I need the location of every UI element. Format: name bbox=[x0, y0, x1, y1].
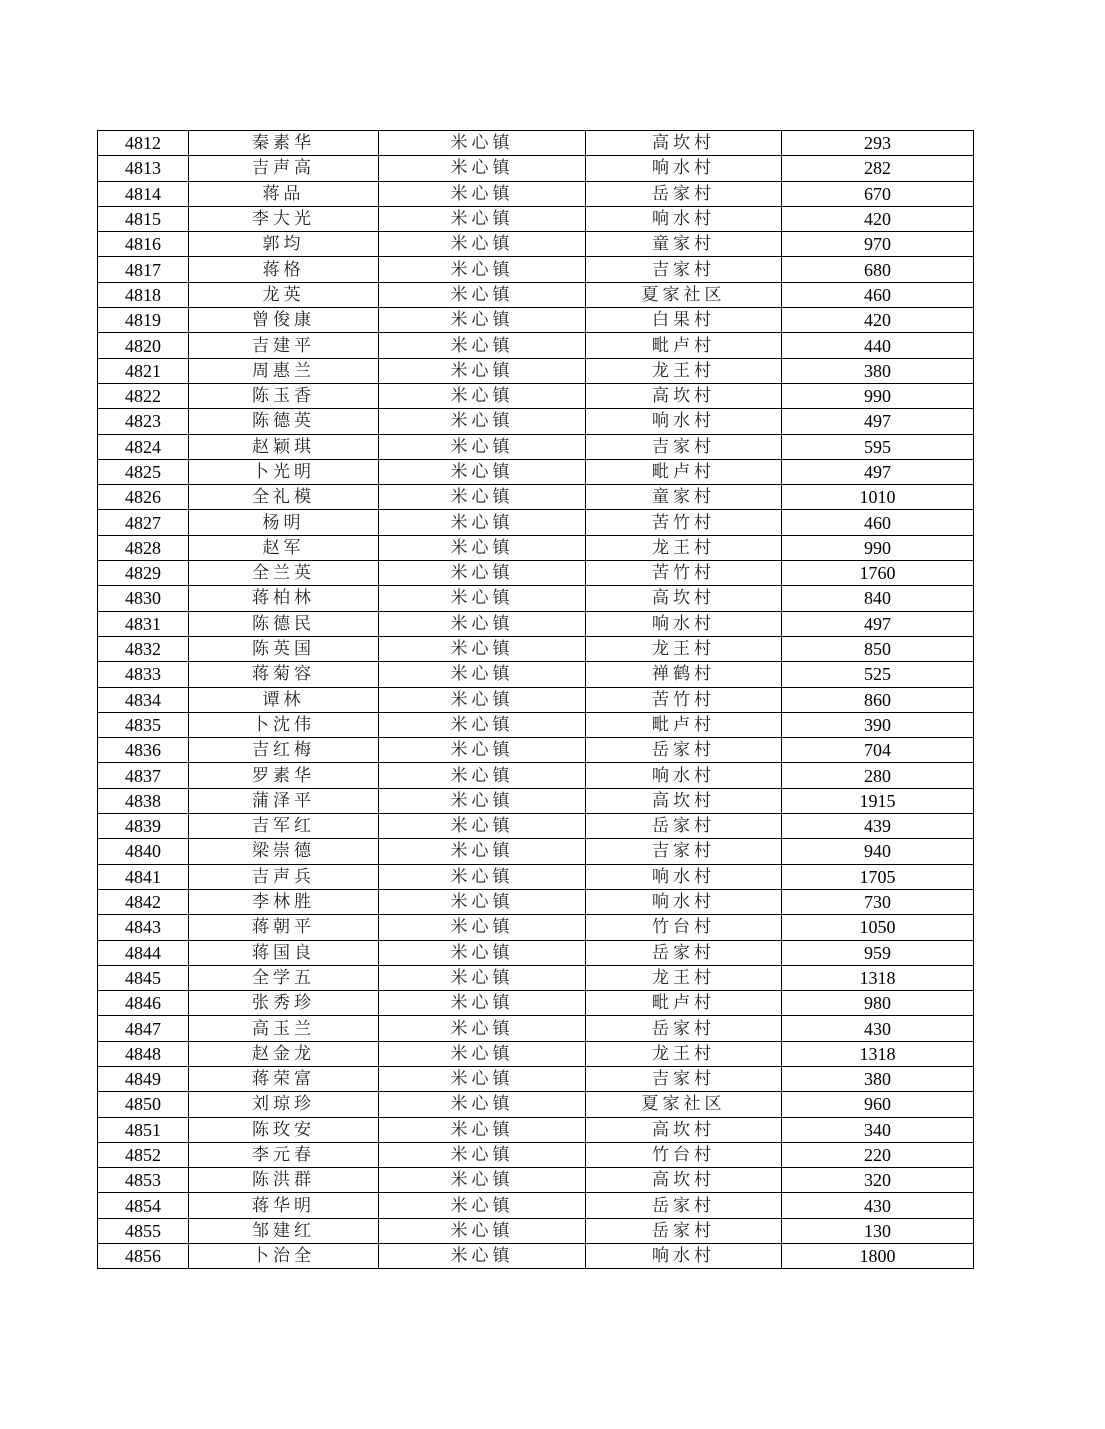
row-number-cell: 4840 bbox=[98, 839, 189, 864]
town-cell: 米心镇 bbox=[379, 485, 586, 510]
town-cell: 米心镇 bbox=[379, 1218, 586, 1243]
table-row bbox=[98, 206, 974, 231]
table-row bbox=[98, 383, 974, 408]
table-row bbox=[98, 232, 974, 257]
amount-cell: 680 bbox=[782, 257, 974, 282]
row-number-cell: 4831 bbox=[98, 611, 189, 636]
village-cell: 岳家村 bbox=[586, 738, 782, 763]
table-row bbox=[98, 282, 974, 307]
amount-cell: 980 bbox=[782, 991, 974, 1016]
name-cell: 吉建平 bbox=[189, 333, 379, 358]
table-row bbox=[98, 434, 974, 459]
row-number-cell: 4843 bbox=[98, 915, 189, 940]
town-cell: 米心镇 bbox=[379, 434, 586, 459]
table-row bbox=[98, 1142, 974, 1167]
village-cell: 岳家村 bbox=[586, 1218, 782, 1243]
row-number-cell: 4839 bbox=[98, 814, 189, 839]
name-cell: 蒋菊容 bbox=[189, 662, 379, 687]
row-number-cell: 4836 bbox=[98, 738, 189, 763]
table-row bbox=[98, 864, 974, 889]
village-cell: 毗卢村 bbox=[586, 712, 782, 737]
amount-cell: 439 bbox=[782, 814, 974, 839]
name-cell: 李林胜 bbox=[189, 889, 379, 914]
village-cell: 响水村 bbox=[586, 889, 782, 914]
amount-cell: 860 bbox=[782, 687, 974, 712]
table-row bbox=[98, 991, 974, 1016]
town-cell: 米心镇 bbox=[379, 788, 586, 813]
table-row bbox=[98, 485, 974, 510]
name-cell: 陈德英 bbox=[189, 409, 379, 434]
table-row bbox=[98, 510, 974, 535]
name-cell: 蒲泽平 bbox=[189, 788, 379, 813]
table-row bbox=[98, 738, 974, 763]
village-cell: 白果村 bbox=[586, 308, 782, 333]
town-cell: 米心镇 bbox=[379, 1016, 586, 1041]
name-cell: 梁崇德 bbox=[189, 839, 379, 864]
name-cell: 陈玫安 bbox=[189, 1117, 379, 1142]
amount-cell: 840 bbox=[782, 586, 974, 611]
row-number-cell: 4854 bbox=[98, 1193, 189, 1218]
town-cell: 米心镇 bbox=[379, 1066, 586, 1091]
row-number-cell: 4815 bbox=[98, 206, 189, 231]
village-cell: 岳家村 bbox=[586, 1016, 782, 1041]
table-row bbox=[98, 535, 974, 560]
table-row bbox=[98, 611, 974, 636]
amount-cell: 420 bbox=[782, 206, 974, 231]
name-cell: 杨明 bbox=[189, 510, 379, 535]
village-cell: 苦竹村 bbox=[586, 687, 782, 712]
row-number-cell: 4848 bbox=[98, 1041, 189, 1066]
name-cell: 谭林 bbox=[189, 687, 379, 712]
row-number-cell: 4812 bbox=[98, 131, 189, 156]
row-number-cell: 4838 bbox=[98, 788, 189, 813]
name-cell: 卜治全 bbox=[189, 1244, 379, 1269]
town-cell: 米心镇 bbox=[379, 1117, 586, 1142]
town-cell: 米心镇 bbox=[379, 257, 586, 282]
row-number-cell: 4844 bbox=[98, 940, 189, 965]
row-number-cell: 4824 bbox=[98, 434, 189, 459]
name-cell: 赵金龙 bbox=[189, 1041, 379, 1066]
amount-cell: 940 bbox=[782, 839, 974, 864]
amount-cell: 380 bbox=[782, 358, 974, 383]
row-number-cell: 4834 bbox=[98, 687, 189, 712]
table-row bbox=[98, 687, 974, 712]
village-cell: 岳家村 bbox=[586, 1193, 782, 1218]
town-cell: 米心镇 bbox=[379, 206, 586, 231]
village-cell: 龙王村 bbox=[586, 1041, 782, 1066]
row-number-cell: 4846 bbox=[98, 991, 189, 1016]
name-cell: 罗素华 bbox=[189, 763, 379, 788]
row-number-cell: 4825 bbox=[98, 459, 189, 484]
town-cell: 米心镇 bbox=[379, 864, 586, 889]
name-cell: 蒋荣富 bbox=[189, 1066, 379, 1091]
amount-cell: 440 bbox=[782, 333, 974, 358]
town-cell: 米心镇 bbox=[379, 561, 586, 586]
amount-cell: 595 bbox=[782, 434, 974, 459]
amount-cell: 1318 bbox=[782, 965, 974, 990]
town-cell: 米心镇 bbox=[379, 1041, 586, 1066]
row-number-cell: 4828 bbox=[98, 535, 189, 560]
amount-cell: 420 bbox=[782, 308, 974, 333]
town-cell: 米心镇 bbox=[379, 636, 586, 661]
amount-cell: 390 bbox=[782, 712, 974, 737]
table-row bbox=[98, 915, 974, 940]
town-cell: 米心镇 bbox=[379, 181, 586, 206]
town-cell: 米心镇 bbox=[379, 940, 586, 965]
name-cell: 赵颖琪 bbox=[189, 434, 379, 459]
table-row bbox=[98, 333, 974, 358]
table-row bbox=[98, 965, 974, 990]
name-cell: 陈英国 bbox=[189, 636, 379, 661]
name-cell: 郭均 bbox=[189, 232, 379, 257]
table-body bbox=[98, 131, 974, 1269]
village-cell: 吉家村 bbox=[586, 839, 782, 864]
village-cell: 高坎村 bbox=[586, 1117, 782, 1142]
table-row bbox=[98, 586, 974, 611]
amount-cell: 1010 bbox=[782, 485, 974, 510]
row-number-cell: 4822 bbox=[98, 383, 189, 408]
table-row bbox=[98, 257, 974, 282]
village-cell: 龙王村 bbox=[586, 535, 782, 560]
village-cell: 吉家村 bbox=[586, 257, 782, 282]
village-cell: 童家村 bbox=[586, 232, 782, 257]
village-cell: 龙王村 bbox=[586, 965, 782, 990]
town-cell: 米心镇 bbox=[379, 358, 586, 383]
name-cell: 全兰英 bbox=[189, 561, 379, 586]
amount-cell: 130 bbox=[782, 1218, 974, 1243]
village-cell: 响水村 bbox=[586, 611, 782, 636]
amount-cell: 280 bbox=[782, 763, 974, 788]
table-row bbox=[98, 1092, 974, 1117]
table-row bbox=[98, 662, 974, 687]
row-number-cell: 4813 bbox=[98, 156, 189, 181]
amount-cell: 380 bbox=[782, 1066, 974, 1091]
name-cell: 陈洪群 bbox=[189, 1168, 379, 1193]
amount-cell: 990 bbox=[782, 383, 974, 408]
name-cell: 卜沈伟 bbox=[189, 712, 379, 737]
amount-cell: 1915 bbox=[782, 788, 974, 813]
village-cell: 毗卢村 bbox=[586, 333, 782, 358]
village-cell: 响水村 bbox=[586, 763, 782, 788]
row-number-cell: 4827 bbox=[98, 510, 189, 535]
name-cell: 高玉兰 bbox=[189, 1016, 379, 1041]
village-cell: 岳家村 bbox=[586, 940, 782, 965]
town-cell: 米心镇 bbox=[379, 738, 586, 763]
village-cell: 毗卢村 bbox=[586, 459, 782, 484]
amount-cell: 497 bbox=[782, 459, 974, 484]
row-number-cell: 4823 bbox=[98, 409, 189, 434]
name-cell: 陈德民 bbox=[189, 611, 379, 636]
table-row bbox=[98, 1117, 974, 1142]
table-row bbox=[98, 712, 974, 737]
name-cell: 蒋朝平 bbox=[189, 915, 379, 940]
name-cell: 蒋格 bbox=[189, 257, 379, 282]
table-row bbox=[98, 1066, 974, 1091]
row-number-cell: 4837 bbox=[98, 763, 189, 788]
town-cell: 米心镇 bbox=[379, 763, 586, 788]
village-cell: 响水村 bbox=[586, 206, 782, 231]
village-cell: 龙王村 bbox=[586, 636, 782, 661]
row-number-cell: 4821 bbox=[98, 358, 189, 383]
amount-cell: 960 bbox=[782, 1092, 974, 1117]
town-cell: 米心镇 bbox=[379, 889, 586, 914]
village-cell: 童家村 bbox=[586, 485, 782, 510]
name-cell: 龙英 bbox=[189, 282, 379, 307]
row-number-cell: 4833 bbox=[98, 662, 189, 687]
town-cell: 米心镇 bbox=[379, 535, 586, 560]
town-cell: 米心镇 bbox=[379, 965, 586, 990]
table-row bbox=[98, 181, 974, 206]
amount-cell: 850 bbox=[782, 636, 974, 661]
table-row bbox=[98, 788, 974, 813]
town-cell: 米心镇 bbox=[379, 915, 586, 940]
row-number-cell: 4847 bbox=[98, 1016, 189, 1041]
row-number-cell: 4845 bbox=[98, 965, 189, 990]
amount-cell: 320 bbox=[782, 1168, 974, 1193]
town-cell: 米心镇 bbox=[379, 510, 586, 535]
town-cell: 米心镇 bbox=[379, 383, 586, 408]
amount-cell: 1760 bbox=[782, 561, 974, 586]
table-row bbox=[98, 409, 974, 434]
amount-cell: 1705 bbox=[782, 864, 974, 889]
town-cell: 米心镇 bbox=[379, 1142, 586, 1167]
village-cell: 高坎村 bbox=[586, 1168, 782, 1193]
data-table bbox=[97, 130, 974, 1269]
name-cell: 吉声兵 bbox=[189, 864, 379, 889]
amount-cell: 704 bbox=[782, 738, 974, 763]
table-row bbox=[98, 308, 974, 333]
name-cell: 周惠兰 bbox=[189, 358, 379, 383]
village-cell: 岳家村 bbox=[586, 181, 782, 206]
row-number-cell: 4829 bbox=[98, 561, 189, 586]
amount-cell: 525 bbox=[782, 662, 974, 687]
name-cell: 吉军红 bbox=[189, 814, 379, 839]
village-cell: 响水村 bbox=[586, 156, 782, 181]
amount-cell: 990 bbox=[782, 535, 974, 560]
amount-cell: 730 bbox=[782, 889, 974, 914]
amount-cell: 970 bbox=[782, 232, 974, 257]
town-cell: 米心镇 bbox=[379, 282, 586, 307]
table-row bbox=[98, 1168, 974, 1193]
table-row bbox=[98, 358, 974, 383]
row-number-cell: 4826 bbox=[98, 485, 189, 510]
name-cell: 卜光明 bbox=[189, 459, 379, 484]
row-number-cell: 4818 bbox=[98, 282, 189, 307]
name-cell: 秦素华 bbox=[189, 131, 379, 156]
town-cell: 米心镇 bbox=[379, 459, 586, 484]
name-cell: 吉声高 bbox=[189, 156, 379, 181]
town-cell: 米心镇 bbox=[379, 991, 586, 1016]
town-cell: 米心镇 bbox=[379, 586, 586, 611]
town-cell: 米心镇 bbox=[379, 611, 586, 636]
name-cell: 蒋柏林 bbox=[189, 586, 379, 611]
town-cell: 米心镇 bbox=[379, 156, 586, 181]
amount-cell: 430 bbox=[782, 1016, 974, 1041]
amount-cell: 497 bbox=[782, 409, 974, 434]
town-cell: 米心镇 bbox=[379, 333, 586, 358]
row-number-cell: 4819 bbox=[98, 308, 189, 333]
name-cell: 全学五 bbox=[189, 965, 379, 990]
table-row bbox=[98, 1016, 974, 1041]
name-cell: 李元春 bbox=[189, 1142, 379, 1167]
town-cell: 米心镇 bbox=[379, 131, 586, 156]
amount-cell: 340 bbox=[782, 1117, 974, 1142]
name-cell: 刘琼珍 bbox=[189, 1092, 379, 1117]
village-cell: 竹台村 bbox=[586, 1142, 782, 1167]
village-cell: 高坎村 bbox=[586, 131, 782, 156]
name-cell: 李大光 bbox=[189, 206, 379, 231]
table-row bbox=[98, 814, 974, 839]
table-row bbox=[98, 1193, 974, 1218]
amount-cell: 460 bbox=[782, 510, 974, 535]
village-cell: 夏家社区 bbox=[586, 1092, 782, 1117]
name-cell: 全礼模 bbox=[189, 485, 379, 510]
amount-cell: 497 bbox=[782, 611, 974, 636]
village-cell: 响水村 bbox=[586, 864, 782, 889]
village-cell: 高坎村 bbox=[586, 383, 782, 408]
amount-cell: 282 bbox=[782, 156, 974, 181]
amount-cell: 959 bbox=[782, 940, 974, 965]
village-cell: 岳家村 bbox=[586, 814, 782, 839]
table-row bbox=[98, 1218, 974, 1243]
name-cell: 蒋华明 bbox=[189, 1193, 379, 1218]
town-cell: 米心镇 bbox=[379, 409, 586, 434]
town-cell: 米心镇 bbox=[379, 814, 586, 839]
table-row bbox=[98, 940, 974, 965]
row-number-cell: 4842 bbox=[98, 889, 189, 914]
row-number-cell: 4853 bbox=[98, 1168, 189, 1193]
town-cell: 米心镇 bbox=[379, 1168, 586, 1193]
town-cell: 米心镇 bbox=[379, 1244, 586, 1269]
table-row bbox=[98, 459, 974, 484]
row-number-cell: 4851 bbox=[98, 1117, 189, 1142]
amount-cell: 1800 bbox=[782, 1244, 974, 1269]
village-cell: 苦竹村 bbox=[586, 561, 782, 586]
name-cell: 吉红梅 bbox=[189, 738, 379, 763]
row-number-cell: 4820 bbox=[98, 333, 189, 358]
amount-cell: 460 bbox=[782, 282, 974, 307]
amount-cell: 670 bbox=[782, 181, 974, 206]
name-cell: 曾俊康 bbox=[189, 308, 379, 333]
row-number-cell: 4855 bbox=[98, 1218, 189, 1243]
town-cell: 米心镇 bbox=[379, 712, 586, 737]
row-number-cell: 4852 bbox=[98, 1142, 189, 1167]
row-number-cell: 4849 bbox=[98, 1066, 189, 1091]
town-cell: 米心镇 bbox=[379, 839, 586, 864]
village-cell: 夏家社区 bbox=[586, 282, 782, 307]
town-cell: 米心镇 bbox=[379, 1193, 586, 1218]
table-row bbox=[98, 1041, 974, 1066]
village-cell: 响水村 bbox=[586, 1244, 782, 1269]
village-cell: 高坎村 bbox=[586, 586, 782, 611]
table-row bbox=[98, 889, 974, 914]
village-cell: 竹台村 bbox=[586, 915, 782, 940]
amount-cell: 293 bbox=[782, 131, 974, 156]
row-number-cell: 4816 bbox=[98, 232, 189, 257]
town-cell: 米心镇 bbox=[379, 687, 586, 712]
row-number-cell: 4814 bbox=[98, 181, 189, 206]
amount-cell: 1318 bbox=[782, 1041, 974, 1066]
town-cell: 米心镇 bbox=[379, 1092, 586, 1117]
village-cell: 高坎村 bbox=[586, 788, 782, 813]
row-number-cell: 4850 bbox=[98, 1092, 189, 1117]
name-cell: 邹建红 bbox=[189, 1218, 379, 1243]
amount-cell: 220 bbox=[782, 1142, 974, 1167]
table-row bbox=[98, 839, 974, 864]
row-number-cell: 4817 bbox=[98, 257, 189, 282]
name-cell: 张秀珍 bbox=[189, 991, 379, 1016]
village-cell: 毗卢村 bbox=[586, 991, 782, 1016]
village-cell: 苦竹村 bbox=[586, 510, 782, 535]
village-cell: 响水村 bbox=[586, 409, 782, 434]
table-row bbox=[98, 763, 974, 788]
table-row bbox=[98, 131, 974, 156]
town-cell: 米心镇 bbox=[379, 662, 586, 687]
row-number-cell: 4830 bbox=[98, 586, 189, 611]
row-number-cell: 4856 bbox=[98, 1244, 189, 1269]
village-cell: 禅鹤村 bbox=[586, 662, 782, 687]
name-cell: 蒋国良 bbox=[189, 940, 379, 965]
table-row bbox=[98, 561, 974, 586]
row-number-cell: 4832 bbox=[98, 636, 189, 661]
table-row bbox=[98, 636, 974, 661]
amount-cell: 430 bbox=[782, 1193, 974, 1218]
row-number-cell: 4841 bbox=[98, 864, 189, 889]
row-number-cell: 4835 bbox=[98, 712, 189, 737]
amount-cell: 1050 bbox=[782, 915, 974, 940]
town-cell: 米心镇 bbox=[379, 308, 586, 333]
village-cell: 龙王村 bbox=[586, 358, 782, 383]
table-row bbox=[98, 156, 974, 181]
name-cell: 陈玉香 bbox=[189, 383, 379, 408]
village-cell: 吉家村 bbox=[586, 1066, 782, 1091]
name-cell: 蒋品 bbox=[189, 181, 379, 206]
village-cell: 吉家村 bbox=[586, 434, 782, 459]
name-cell: 赵军 bbox=[189, 535, 379, 560]
town-cell: 米心镇 bbox=[379, 232, 586, 257]
table-row bbox=[98, 1244, 974, 1269]
